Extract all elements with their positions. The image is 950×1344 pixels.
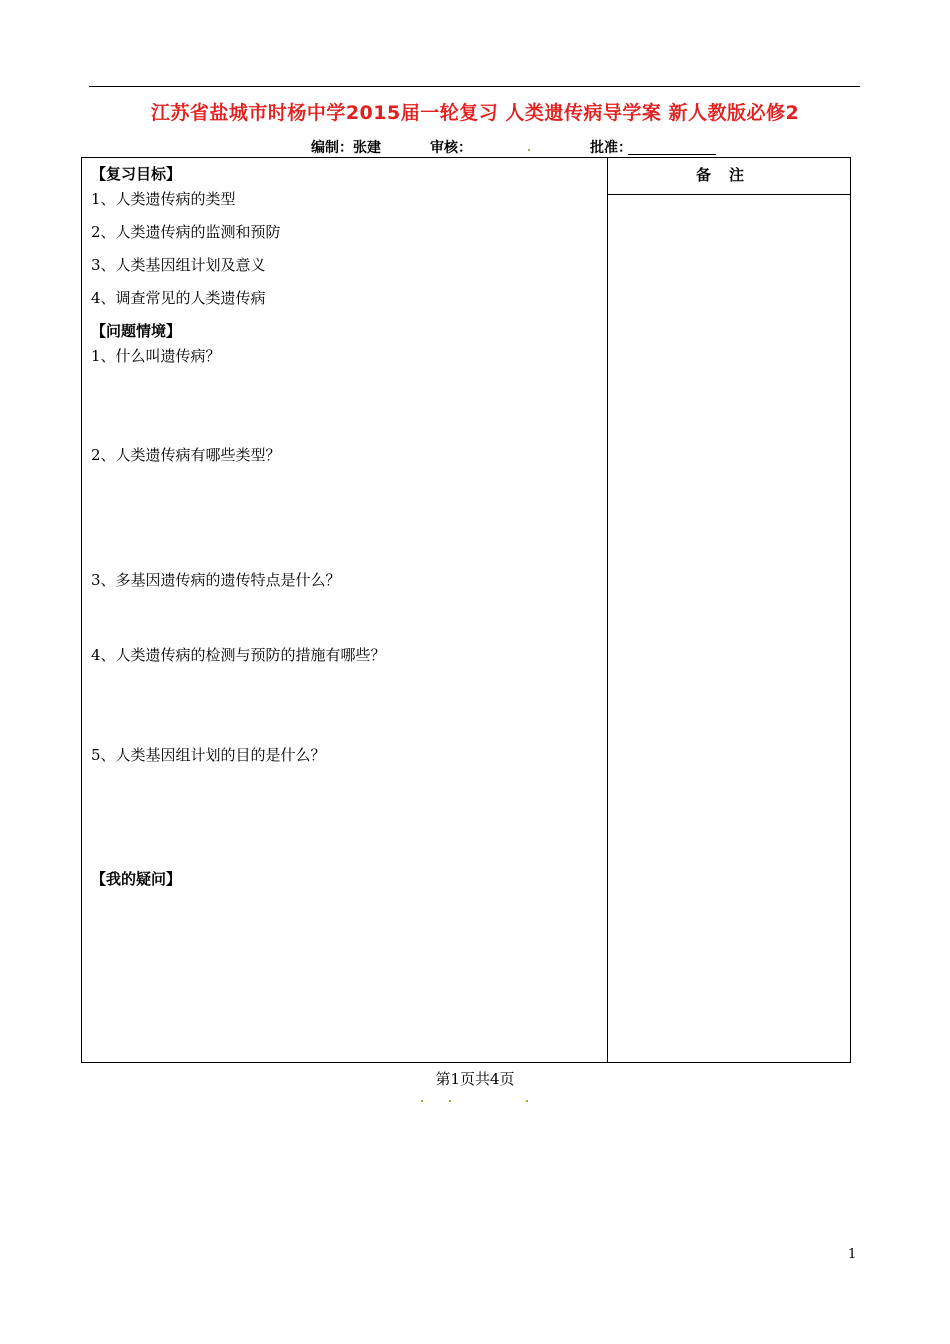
reviewer-label: 审核： bbox=[430, 140, 472, 156]
decorative-dot bbox=[526, 1100, 528, 1102]
document-title: 江苏省盐城市时杨中学2015届一轮复习 人类遗传病导学案 新人教版必修2 bbox=[150, 102, 800, 124]
review-goal-item: 3、人类基因组计划及意义 bbox=[91, 256, 266, 274]
review-goal-item: 2、人类遗传病的监测和预防 bbox=[91, 223, 281, 241]
column-divider bbox=[607, 158, 608, 1062]
worksheet-table bbox=[81, 157, 851, 1063]
question-item: 2、人类遗传病有哪些类型？ bbox=[91, 446, 281, 464]
review-goal-item: 4、调查常见的人类遗传病 bbox=[91, 289, 266, 307]
review-goals-heading: 【复习目标】 bbox=[91, 165, 182, 183]
page-number: 1 bbox=[848, 1247, 857, 1262]
my-questions-heading: 【我的疑问】 bbox=[91, 870, 182, 888]
question-item: 4、人类遗传病的检测与预防的措施有哪些？ bbox=[91, 646, 386, 664]
decorative-dot bbox=[528, 149, 530, 151]
question-item: 5、人类基因组计划的目的是什么？ bbox=[91, 746, 326, 764]
approver-underline bbox=[628, 154, 716, 155]
notes-header: 备注 bbox=[695, 166, 762, 184]
decorative-dot bbox=[449, 1100, 451, 1102]
notes-header-divider bbox=[607, 194, 850, 195]
problem-scenario-heading: 【问题情境】 bbox=[91, 322, 182, 340]
approver-label: 批准： bbox=[590, 140, 632, 156]
review-goal-item: 1、人类遗传病的类型 bbox=[91, 190, 236, 208]
question-item: 1、什么叫遗传病？ bbox=[91, 347, 221, 365]
top-rule bbox=[89, 86, 860, 87]
question-item: 3、多基因遗传病的遗传特点是什么？ bbox=[91, 571, 341, 589]
page-footer: 第1页共4页 bbox=[435, 1070, 515, 1088]
decorative-dot bbox=[421, 1100, 423, 1102]
editor-label: 编制：张建 bbox=[311, 140, 381, 156]
